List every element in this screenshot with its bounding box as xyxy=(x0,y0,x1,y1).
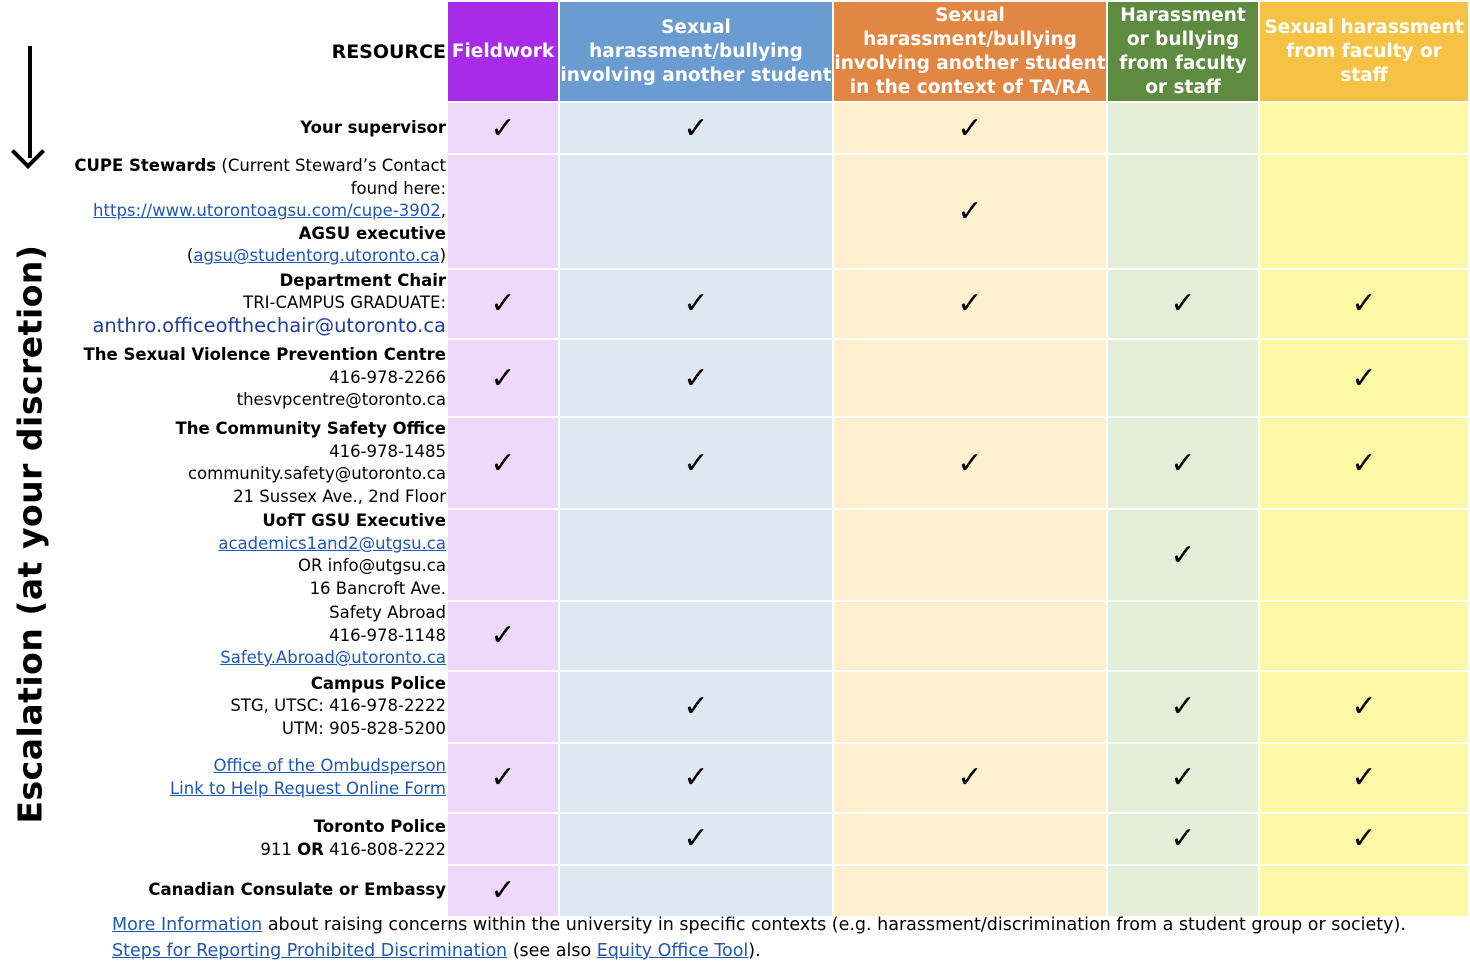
check-cell xyxy=(1107,339,1259,417)
check-cell xyxy=(1107,509,1259,601)
check-cell xyxy=(1107,601,1259,671)
resource-line xyxy=(68,200,446,223)
check-cell xyxy=(559,339,833,417)
resource-link[interactable]: Safety.Abroad@utoronto.ca xyxy=(220,648,446,667)
check-cell xyxy=(833,601,1107,671)
resource-text: CUPE Stewards xyxy=(74,156,217,175)
checkmark-icon: ✓ xyxy=(683,360,709,396)
escalation-rail xyxy=(0,0,62,974)
check-cell xyxy=(559,601,833,671)
footer-link[interactable]: Equity Office Tool xyxy=(596,941,749,961)
checkmark-icon: ✓ xyxy=(490,110,516,146)
column-header-2: Sexual harassment/bullying involving another student xyxy=(559,1,833,102)
check-cell xyxy=(559,509,833,601)
check-cell xyxy=(1107,671,1259,743)
checkmark-icon: ✓ xyxy=(1170,286,1196,322)
resource-line xyxy=(68,755,446,778)
resource-text: STG, UTSC: 416-978-2222 xyxy=(230,696,446,716)
check-cell xyxy=(1107,813,1259,865)
resource-link[interactable]: academics1and2@utgsu.ca xyxy=(218,533,446,553)
check-cell xyxy=(447,154,559,269)
resource-line xyxy=(68,223,446,246)
resource-line xyxy=(68,117,446,140)
resource-link[interactable]: agsu@studentorg.utoronto.ca xyxy=(193,246,440,265)
checkmark-icon: ✓ xyxy=(490,360,516,396)
check-cell xyxy=(1259,154,1469,269)
footer-text: ). xyxy=(748,941,761,961)
checkmark-icon: ✓ xyxy=(1351,445,1377,481)
check-cell xyxy=(447,339,559,417)
checkmark-icon: ✓ xyxy=(683,821,709,856)
check-cell xyxy=(833,102,1107,154)
checkmark-icon: ✓ xyxy=(683,760,709,795)
check-cell xyxy=(559,743,833,813)
check-cell xyxy=(559,865,833,917)
footer-link[interactable]: More Information xyxy=(112,915,263,935)
resource-cell xyxy=(67,509,447,601)
column-header-3: Sexual harassment/bullying involving another student in the context of TA/RA xyxy=(833,1,1107,102)
resource-text: Campus Police xyxy=(310,673,446,693)
resource-text: thesvpcentre@toronto.ca xyxy=(236,390,446,410)
table-row xyxy=(67,813,1469,865)
resource-cell xyxy=(67,671,447,743)
resource-text: Department Chair xyxy=(279,270,446,290)
footer-text: about raising concerns within the university in specific contexts (e.g. harassment/discrimination from a student group or society). xyxy=(262,915,1406,935)
resource-line xyxy=(68,625,446,648)
checkmark-icon: ✓ xyxy=(1170,445,1196,481)
column-header-4: Harassment or bullying from faculty or staff xyxy=(1107,1,1259,102)
check-cell xyxy=(1259,813,1469,865)
resource-cell xyxy=(67,102,447,154)
check-cell xyxy=(559,102,833,154)
checkmark-icon: ✓ xyxy=(957,286,983,322)
checkmark-icon: ✓ xyxy=(957,760,983,795)
checkmark-icon: ✓ xyxy=(683,689,709,724)
resource-line xyxy=(68,510,446,533)
resource-text: community.safety@utoronto.ca xyxy=(187,464,446,483)
resource-line xyxy=(68,778,446,801)
resource-line xyxy=(68,270,446,293)
checkmark-icon: ✓ xyxy=(1170,689,1196,724)
checkmark-icon: ✓ xyxy=(1170,760,1196,795)
column-header-5: Sexual harassment from faculty or staff xyxy=(1259,1,1469,102)
resource-text: TRI-CAMPUS GRADUATE: xyxy=(243,293,446,312)
resource-column-header: RESOURCE xyxy=(67,1,447,102)
resource-text: (Current Steward’s Contact xyxy=(216,156,446,175)
checkmark-icon: ✓ xyxy=(1351,689,1377,724)
table-row xyxy=(67,743,1469,813)
resource-line xyxy=(68,533,446,556)
check-cell xyxy=(833,269,1107,340)
check-cell xyxy=(1259,671,1469,743)
check-cell xyxy=(1259,743,1469,813)
resource-text: UTM: 905-828-5200 xyxy=(281,718,446,738)
resource-text: ) xyxy=(439,246,446,265)
resource-line xyxy=(68,344,446,367)
checkmark-icon: ✓ xyxy=(957,445,983,481)
resource-line xyxy=(68,718,446,741)
resource-text: anthro.officeofthechair@utoronto.ca xyxy=(92,313,446,337)
table-row xyxy=(67,509,1469,601)
check-cell xyxy=(1259,102,1469,154)
table-row xyxy=(67,865,1469,917)
check-cell xyxy=(447,102,559,154)
resource-line xyxy=(68,315,446,339)
check-cell xyxy=(1259,601,1469,671)
resource-text: OR info@utgsu.ca xyxy=(297,556,446,575)
resource-text: 416-808-2222 xyxy=(323,839,446,859)
check-cell xyxy=(833,154,1107,269)
table-row xyxy=(67,154,1469,269)
resource-text: The Sexual Violence Prevention Centre xyxy=(83,345,446,365)
footer-text: (see also xyxy=(507,941,597,961)
resource-line xyxy=(68,389,446,412)
footer-link[interactable]: Steps for Reporting Prohibited Discrimination xyxy=(112,941,508,961)
resource-line xyxy=(68,245,446,268)
resource-line xyxy=(68,178,446,201)
checkmark-icon: ✓ xyxy=(957,110,983,146)
check-cell xyxy=(1107,743,1259,813)
header-row xyxy=(67,1,1469,102)
check-cell xyxy=(559,813,833,865)
escalation-label: Escalation (at your discretion) xyxy=(10,244,50,824)
check-cell xyxy=(833,417,1107,509)
resource-line xyxy=(68,695,446,718)
check-cell xyxy=(833,865,1107,917)
resource-cell xyxy=(67,813,447,865)
check-cell xyxy=(559,154,833,269)
resource-text: 416-978-1148 xyxy=(329,625,446,645)
check-cell xyxy=(1107,102,1259,154)
checkmark-icon: ✓ xyxy=(1170,821,1196,856)
check-cell xyxy=(559,417,833,509)
check-cell xyxy=(1259,269,1469,340)
check-cell xyxy=(1259,339,1469,417)
resource-line xyxy=(68,602,446,625)
check-cell xyxy=(1107,417,1259,509)
check-cell xyxy=(833,813,1107,865)
resource-cell xyxy=(67,601,447,671)
resource-cell xyxy=(67,339,447,417)
resource-table xyxy=(66,0,1470,918)
checkmark-icon: ✓ xyxy=(490,618,516,654)
resource-link[interactable]: Office of the Ombudsperson xyxy=(213,756,446,775)
table-row xyxy=(67,102,1469,154)
resource-text: UofT GSU Executive xyxy=(262,511,446,530)
resource-line xyxy=(68,673,446,696)
check-cell xyxy=(559,269,833,340)
table-row xyxy=(67,671,1469,743)
check-cell xyxy=(833,671,1107,743)
table-row xyxy=(67,601,1469,671)
footer-line-reporting-steps xyxy=(112,938,1452,964)
resource-line xyxy=(68,647,446,670)
check-cell xyxy=(1107,154,1259,269)
resource-line xyxy=(68,555,446,578)
resource-text: 416-978-1485 xyxy=(329,441,446,461)
check-cell xyxy=(1107,269,1259,340)
resource-line xyxy=(68,441,446,464)
footer-notes xyxy=(112,912,1452,964)
checkmark-icon: ✓ xyxy=(1351,360,1377,396)
resource-line xyxy=(68,463,446,486)
checkmark-icon: ✓ xyxy=(490,445,516,481)
resource-line xyxy=(68,879,446,902)
resource-text: 21 Sussex Ave., 2nd Floor xyxy=(233,486,446,506)
resource-text: 16 Bancroft Ave. xyxy=(309,578,446,598)
checkmark-icon: ✓ xyxy=(683,286,709,322)
check-cell xyxy=(447,269,559,340)
checkmark-icon: ✓ xyxy=(490,760,516,795)
resource-cell xyxy=(67,417,447,509)
checkmark-icon: ✓ xyxy=(683,445,709,481)
checkmark-icon: ✓ xyxy=(1351,760,1377,795)
check-cell xyxy=(833,509,1107,601)
table-row xyxy=(67,417,1469,509)
check-cell xyxy=(1259,509,1469,601)
resource-cell xyxy=(67,865,447,917)
resource-line xyxy=(68,367,446,390)
check-cell xyxy=(1259,865,1469,917)
resource-line xyxy=(68,292,446,315)
check-cell xyxy=(447,865,559,917)
check-cell xyxy=(833,743,1107,813)
resource-text: OR xyxy=(297,839,324,859)
resource-text: 911 xyxy=(260,839,298,859)
table-row xyxy=(67,339,1469,417)
check-cell xyxy=(447,671,559,743)
resource-text: AGSU executive xyxy=(298,223,446,243)
footer-line-more-info xyxy=(112,912,1452,938)
resource-text: Toronto Police xyxy=(313,817,446,836)
resource-text: Your supervisor xyxy=(300,117,446,137)
checkmark-icon: ✓ xyxy=(957,193,983,229)
resource-cell xyxy=(67,269,447,340)
resource-line xyxy=(68,486,446,509)
check-cell xyxy=(1107,865,1259,917)
check-cell xyxy=(447,601,559,671)
resource-line xyxy=(68,839,446,862)
resource-line xyxy=(68,418,446,441)
resource-text: found here: xyxy=(350,178,446,198)
check-cell xyxy=(447,813,559,865)
arrow-head-icon xyxy=(11,135,45,169)
check-cell xyxy=(1259,417,1469,509)
column-header-1: Fieldwork xyxy=(447,1,559,102)
resource-cell xyxy=(67,154,447,269)
checkmark-icon: ✓ xyxy=(1351,286,1377,322)
resource-link[interactable]: https://www.utorontoagsu.com/cupe-3902 xyxy=(93,201,441,220)
resource-link[interactable]: Link to Help Request Online Form xyxy=(169,778,446,798)
resource-text: The Community Safety Office xyxy=(175,419,446,438)
resource-text: Canadian Consulate or Embassy xyxy=(148,880,446,900)
resource-line xyxy=(68,816,446,839)
resource-text: , xyxy=(440,201,446,220)
resource-cell xyxy=(67,743,447,813)
check-cell xyxy=(447,417,559,509)
resource-text: Safety Abroad xyxy=(329,603,446,622)
table-row xyxy=(67,269,1469,340)
checkmark-icon: ✓ xyxy=(490,286,516,322)
check-cell xyxy=(447,509,559,601)
check-cell xyxy=(447,743,559,813)
resource-text: ( xyxy=(186,246,194,265)
checkmark-icon: ✓ xyxy=(490,873,516,908)
checkmark-icon: ✓ xyxy=(1351,821,1377,856)
checkmark-icon: ✓ xyxy=(683,110,709,146)
check-cell xyxy=(833,339,1107,417)
resource-text: 416-978-2266 xyxy=(329,367,446,387)
resource-line xyxy=(68,578,446,601)
checkmark-icon: ✓ xyxy=(1170,537,1196,573)
resource-line xyxy=(68,155,446,178)
check-cell xyxy=(559,671,833,743)
